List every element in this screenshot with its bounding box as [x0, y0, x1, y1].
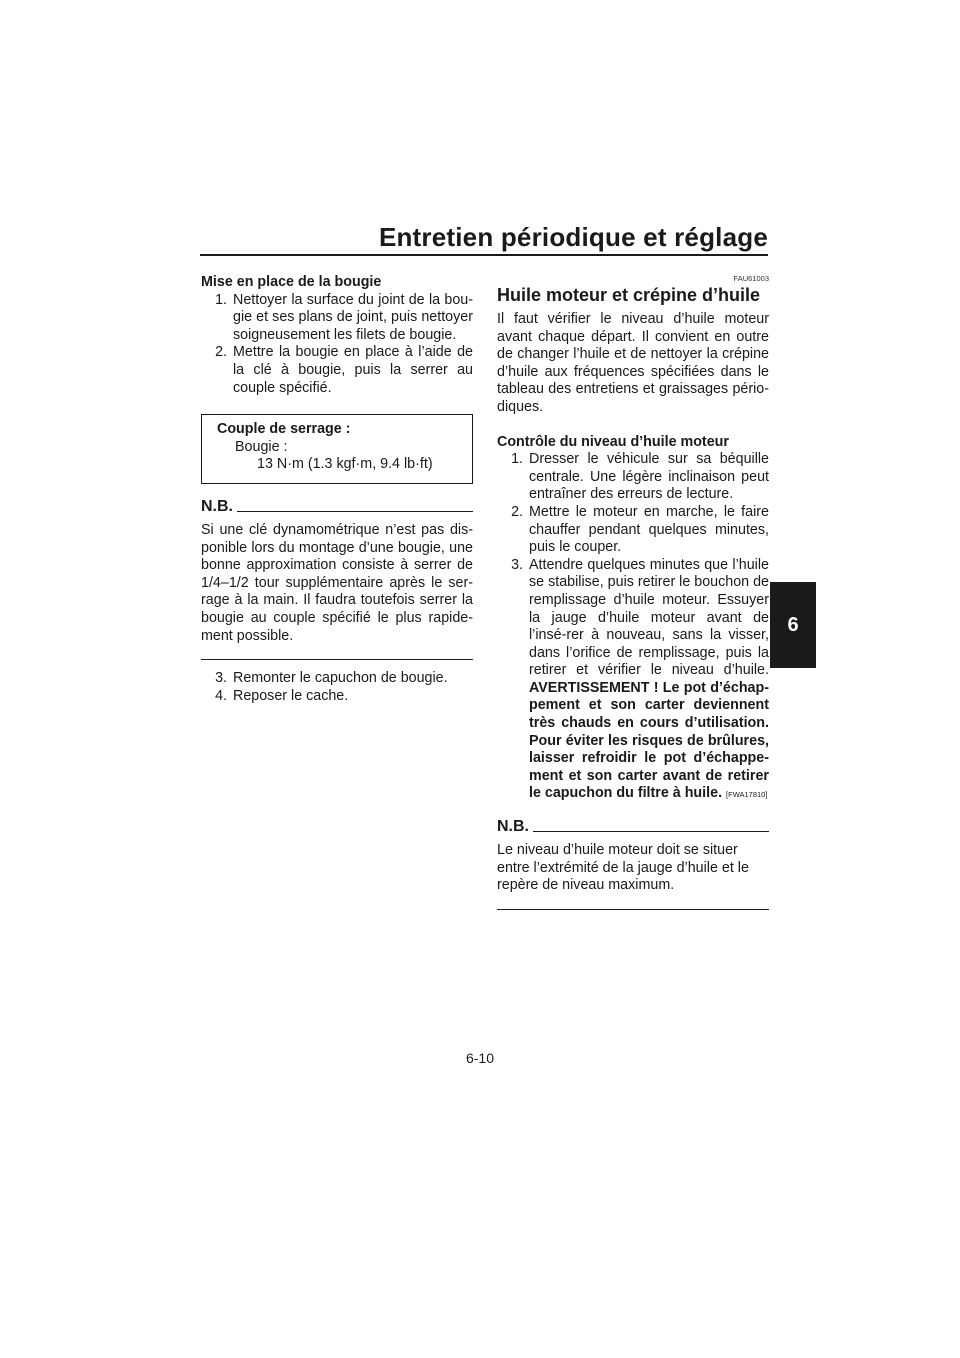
- step-text: Mettre la bougie en place à l’aide de la clé à bougie, puis la serrer au couple spécifié.: [233, 344, 473, 396]
- nb-header: [201, 498, 473, 516]
- step-number: 1.: [511, 451, 523, 468]
- step-item: [497, 557, 769, 804]
- nb-rule: [533, 831, 769, 832]
- spec-item: Bougie :: [235, 438, 288, 455]
- step-number: 4.: [215, 687, 227, 704]
- step-body: Attendre quelques minutes que l’huile se stabilise, puis retirer le bouchon de remplissage d’huile moteur. Essuyer la jauge d’huile moteur avant de l’insé-rer à nouveau, sans la visser, dans l’orifice de remplissage, puis la retirer et vérifier le niveau d’huile.: [529, 556, 770, 679]
- steps-list-oil: [497, 451, 769, 804]
- page-header-title: Entretien périodique et réglage: [378, 222, 768, 252]
- step-number: 2.: [215, 344, 227, 361]
- step-item: [201, 292, 473, 345]
- header-rule: [200, 254, 768, 256]
- step-item: [201, 344, 473, 397]
- chapter-tab: [770, 582, 816, 668]
- nb-text: Le niveau d’huile moteur doit se situer entre l’extrémité de la jauge d’huile et le repère de niveau maximum.: [497, 842, 749, 894]
- nb-end-rule: [201, 659, 473, 660]
- nb-text: Si une clé dynamométrique n’est pas dis-ponible lors du montage d’une bougie, une bonne approximation consiste à serrer de 1/4–1/2 tour supplémentaire après le ser-rage à la main. Il faudra toutefois serrer la bougie au couple spécifié le plus rapide-ment possible.: [201, 521, 473, 644]
- right-column: [497, 274, 769, 920]
- page-number: 6-10: [465, 1050, 495, 1066]
- step-text: Mettre le moteur en marche, le faire chauffer pendant quelques minutes, puis le couper.: [529, 503, 769, 556]
- step-text: Dresser le véhicule sur sa béquille centrale. Une légère inclinaison peut entraîner des erreurs de lecture.: [529, 451, 769, 503]
- step-item: [201, 688, 473, 706]
- step-text: Nettoyer la surface du joint de la bou-gie et ses plans de joint, puis nettoyer soigneusement les filets de bougie.: [233, 291, 473, 343]
- warning-code: [FWA17810]: [726, 790, 768, 800]
- spec-title: Couple de serrage :: [217, 421, 351, 438]
- nb-end-rule: [497, 909, 769, 910]
- step-item: [497, 504, 769, 557]
- step-number: 2.: [511, 503, 523, 520]
- step-text: Remonter le capuchon de bougie.: [233, 670, 448, 687]
- subheading-oil-check: Contrôle du niveau d’huile moteur: [497, 433, 729, 450]
- step-item: [201, 670, 473, 688]
- step-number: 3.: [215, 670, 227, 687]
- steps-list-a: [201, 292, 473, 398]
- step-number: 3.: [511, 556, 523, 573]
- section-title: Huile moteur et crépine d’huile: [497, 285, 761, 305]
- subheading-spark-plug: Mise en place de la bougie: [201, 274, 382, 290]
- nb-rule: [237, 511, 473, 512]
- section-intro: Il faut vérifier le niveau d’huile moteur avant chaque départ. Il convient en outre de changer l’huile et de nettoyer la crépine d’huile aux fréquences spécifiées dans le tableau des entretiens et graissages pério-diques.: [497, 311, 769, 415]
- left-column: [201, 274, 473, 705]
- section-code: FAU61003: [733, 274, 769, 283]
- nb-label: N.B.: [497, 818, 529, 836]
- step-item: [497, 451, 769, 504]
- chapter-tab-number: 6: [787, 613, 799, 636]
- spec-value: 13 N·m (1.3 kgf·m, 9.4 lb·ft): [257, 456, 433, 473]
- step-number: 1.: [215, 291, 227, 308]
- nb-label: N.B.: [201, 497, 233, 515]
- step-text: [529, 557, 769, 804]
- torque-spec-box: [201, 414, 473, 484]
- nb-header: [497, 818, 769, 836]
- step-text: Reposer le cache.: [233, 687, 349, 704]
- steps-list-b: [201, 670, 473, 705]
- warning-text: AVERTISSEMENT ! Le pot d’échap-pement et son carter deviennent très chauds en cours d’utilisation. Pour éviter les risques de brûlures, laisser refroidir le pot d’échappe-ment et son carter avant de retirer le capuchon du filtre à huile.: [529, 679, 769, 802]
